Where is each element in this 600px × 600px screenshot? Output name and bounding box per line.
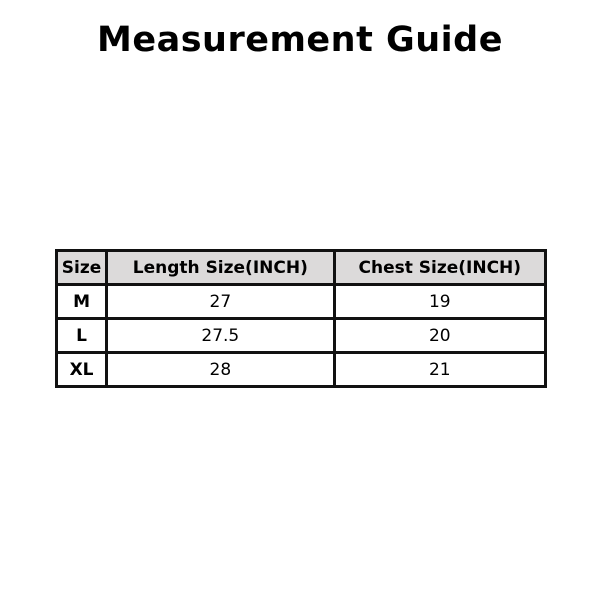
table-row	[57, 285, 546, 319]
header-length-size: Length Size(INCH)	[107, 251, 334, 285]
table-header-row	[57, 251, 546, 285]
measurement-table	[55, 249, 547, 388]
size-cell: L	[57, 319, 107, 353]
header-size: Size	[57, 251, 107, 285]
chest-cell: 20	[334, 319, 545, 353]
size-cell: M	[57, 285, 107, 319]
table-row	[57, 353, 546, 387]
length-cell: 27	[107, 285, 334, 319]
header-chest-size: Chest Size(INCH)	[334, 251, 545, 285]
length-cell: 27.5	[107, 319, 334, 353]
table-row	[57, 319, 546, 353]
size-cell: XL	[57, 353, 107, 387]
page-title: Measurement Guide	[97, 20, 503, 60]
length-cell: 28	[107, 353, 334, 387]
chest-cell: 19	[334, 285, 545, 319]
chest-cell: 21	[334, 353, 545, 387]
